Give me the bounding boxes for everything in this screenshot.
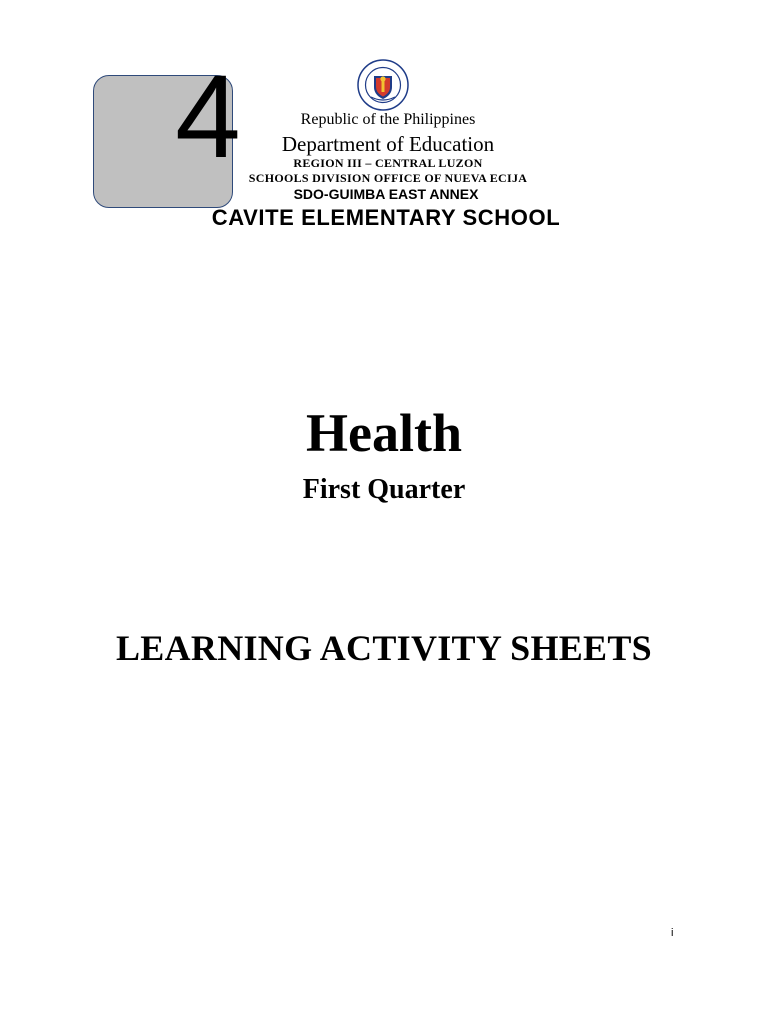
republic-line: Republic of the Philippines [300, 111, 476, 128]
region-line: REGION III – CENTRAL LUZON [293, 156, 483, 170]
deped-seal-icon [357, 59, 409, 111]
quarter-label: First Quarter [302, 474, 466, 505]
sdo-line: SDO-GUIMBA EAST ANNEX [293, 186, 479, 202]
grade-number: 4 [175, 51, 241, 183]
document-title: LEARNING ACTIVITY SHEETS [115, 628, 653, 668]
division-line: SCHOOLS DIVISION OFFICE OF NUEVA ECIJA [248, 171, 528, 185]
school-name: CAVITE ELEMENTARY SCHOOL [211, 205, 561, 230]
department-line: Department of Education [281, 132, 495, 156]
page-number: i [671, 927, 674, 939]
subject-title: Health [306, 403, 462, 463]
